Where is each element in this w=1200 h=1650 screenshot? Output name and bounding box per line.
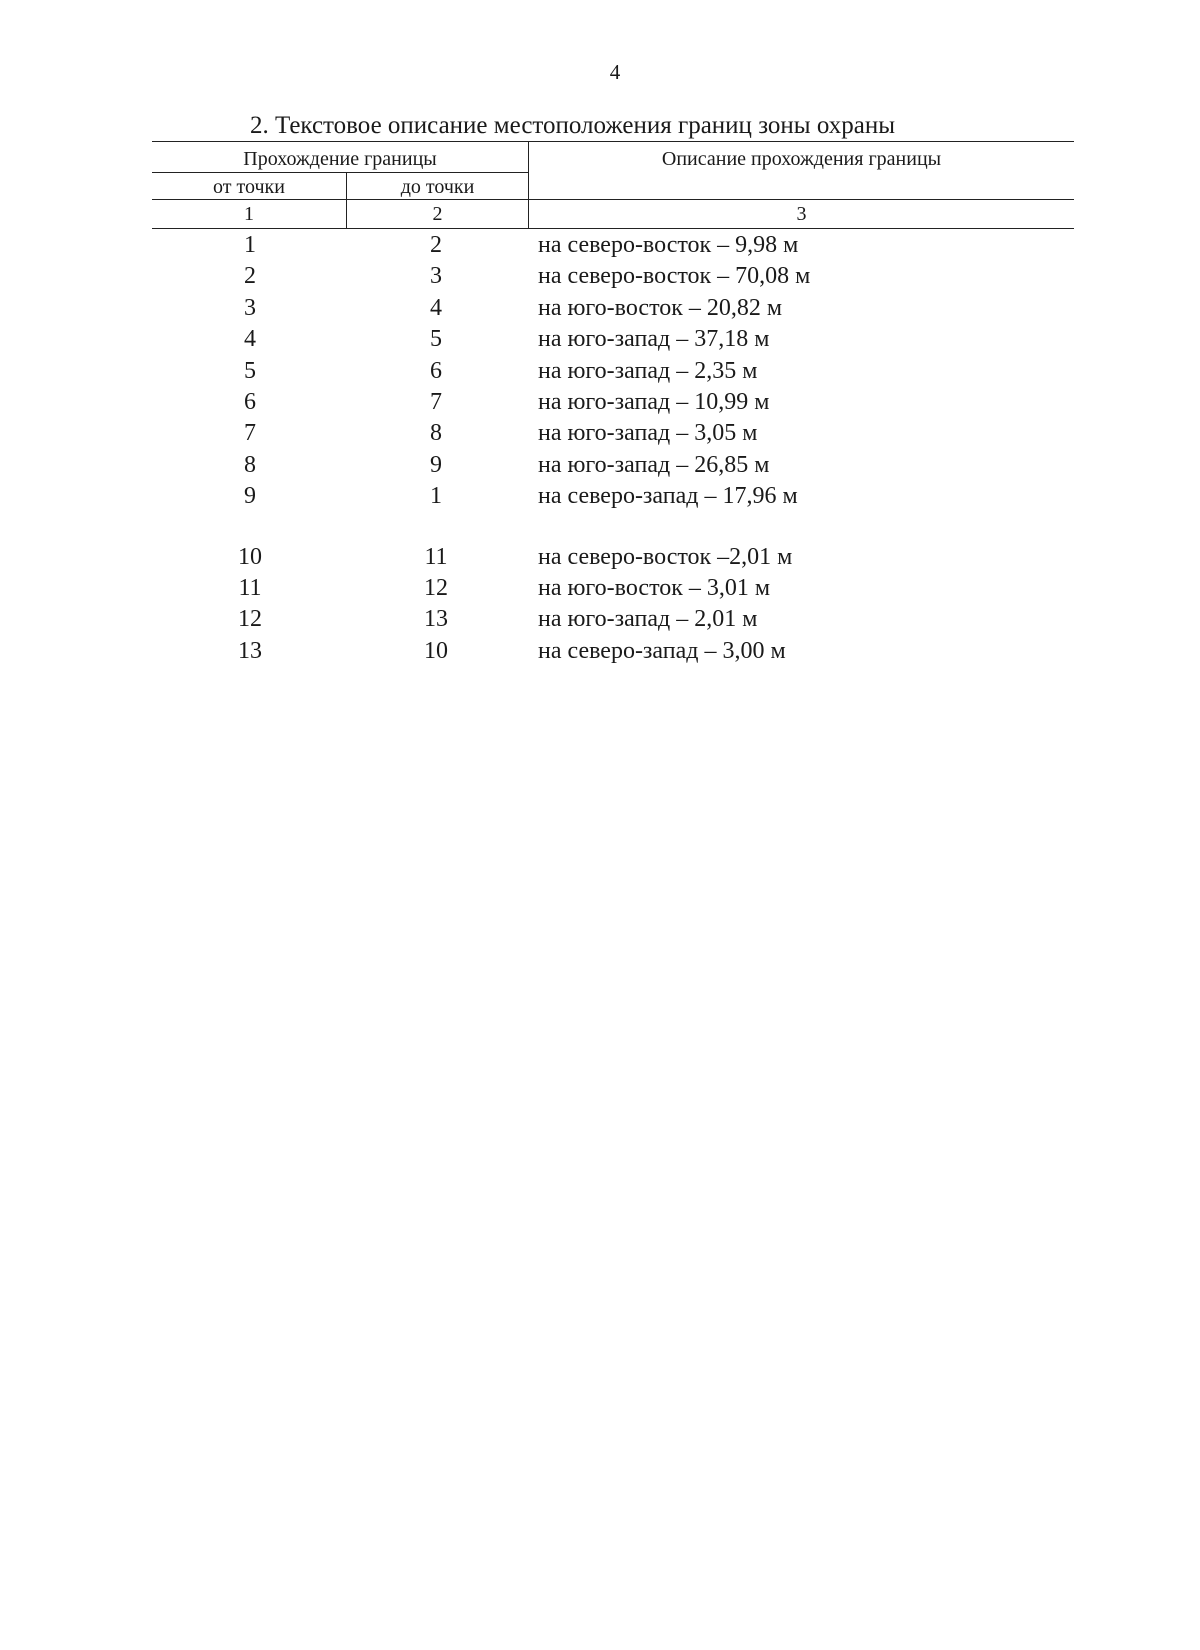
boundary-description: на северо-запад – 17,96 м [538,483,798,510]
table-row [152,542,1072,573]
boundary-description: на юго-запад – 2,01 м [538,606,758,633]
to-point: 4 [430,294,442,321]
table-row [152,261,1072,292]
to-point: 9 [430,451,442,478]
header-group-rule [152,172,529,173]
header-group-label: Прохождение границы [243,148,437,170]
table-row [152,356,1072,387]
table-row [152,230,1072,261]
from-point: 7 [244,420,256,447]
table-row [152,293,1072,324]
boundary-description: на северо-восток – 70,08 м [538,263,811,290]
to-point: 10 [424,637,448,664]
table-body [152,230,1072,667]
from-point: 4 [244,326,256,353]
document-title: 2. Текстовое описание местоположения границ зоны охраны [250,112,895,139]
boundary-description: на северо-восток – 9,98 м [538,232,799,258]
boundary-description: на юго-запад – 2,35 м [538,357,758,384]
to-point: 12 [424,574,448,601]
from-point: 1 [244,232,256,258]
to-point: 7 [430,388,442,415]
from-point: 6 [244,388,256,415]
from-point: 5 [244,357,256,384]
boundary-description: на юго-запад – 10,99 м [538,388,770,415]
table-top-rule [152,141,1074,142]
boundary-description: на юго-запад – 3,05 м [538,420,758,447]
table-row [152,387,1072,418]
table-row [152,418,1072,449]
boundary-description: на северо-запад – 3,00 м [538,637,786,664]
column-number-3: 3 [796,203,807,225]
to-point: 2 [430,232,442,258]
header-bottom-rule [152,199,1074,200]
from-point: 3 [244,294,256,321]
column-number-2: 2 [432,203,443,225]
to-point: 3 [430,263,442,290]
from-point: 2 [244,263,256,290]
from-point: 8 [244,451,256,478]
from-point: 11 [238,574,262,601]
to-point: 1 [430,483,442,510]
to-point: 8 [430,420,442,447]
from-point: 9 [244,483,256,510]
table-row [152,450,1072,481]
to-point: 11 [424,543,448,570]
to-point: 6 [430,357,442,384]
header-description-label: Описание прохождения границы [661,148,942,170]
to-point: 5 [430,326,442,353]
from-point: 12 [238,606,262,633]
from-point: 13 [238,637,262,664]
header-to-label: до точки [400,176,475,198]
table-row [152,604,1072,635]
boundary-description: на юго-запад – 37,18 м [538,326,770,353]
table-row [152,573,1072,604]
column-number-1: 1 [244,203,254,225]
header-from-label: от точки [213,176,285,198]
numbering-bottom-rule [152,228,1074,229]
to-point: 13 [424,606,448,633]
boundary-description: на северо-восток –2,01 м [538,543,793,570]
table-row [152,481,1072,512]
boundary-description: на юго-восток – 20,82 м [538,294,783,321]
boundary-description: на юго-восток – 3,01 м [538,574,771,601]
table-row [152,636,1072,667]
table-row [152,324,1072,355]
boundary-description: на юго-запад – 26,85 м [538,451,770,478]
from-point: 10 [238,543,262,570]
page-number: 4 [609,60,621,84]
